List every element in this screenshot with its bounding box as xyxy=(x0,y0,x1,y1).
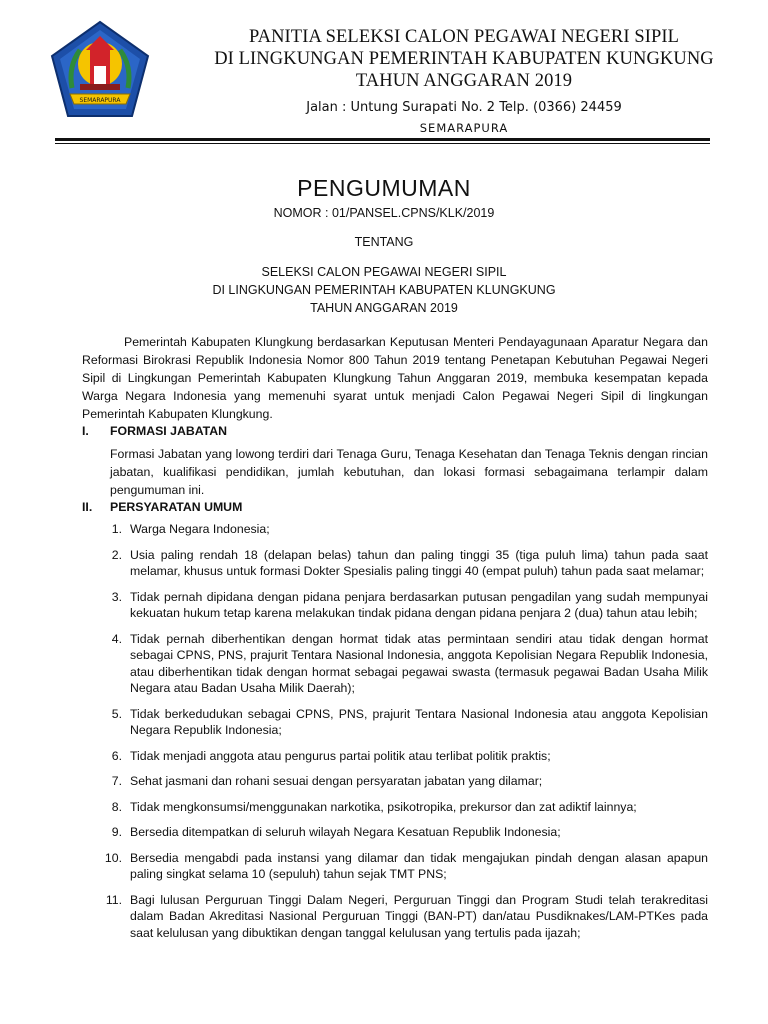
list-item-number: 9. xyxy=(111,825,122,839)
announcement-subject xyxy=(0,263,768,317)
list-item-number: 1. xyxy=(111,522,122,536)
list-item-text: Usia paling rendah 18 (delapan belas) tahun dan paling tinggi 35 (tiga puluh lima) tahun pada saat melamar, khusus untuk formasi Dokter Spesialis paling tinggi 40 (empat puluh) tahun pada saat melamar; xyxy=(130,547,708,578)
list-item-text: Bagi lulusan Perguruan Tinggi Dalam Negeri, Perguruan Tinggi dan Program Studi telah terakreditasi dalam Badan Akreditasi Nasional Perguruan Tinggi (BAN-PT) dan/atau Pusdiknakes/LAM-PTKes pada saat kelulusan yang dibuktikan dengan tanggal kelulusan yang tertulis pada ijazah; xyxy=(130,892,708,940)
section-number: I. xyxy=(82,424,89,438)
list-item xyxy=(82,521,708,538)
letterhead-city: SEMARAPURA xyxy=(419,121,509,135)
list-item-number: 4. xyxy=(111,631,122,646)
list-item-text: Tidak menjadi anggota atau pengurus partai politik atau terlibat politik praktis; xyxy=(130,748,551,763)
letterhead-address: Jalan : Untung Surapati No. 2 Telp. (0366) 24459 xyxy=(306,100,622,115)
list-item-text: Tidak berkedudukan sebagai CPNS, PNS, prajurit Tentara Nasional Indonesia atau anggota Kepolisian Negara Republik Indonesia; xyxy=(130,706,708,737)
section-heading xyxy=(82,422,708,440)
list-item-number: 2. xyxy=(111,547,122,562)
intro-paragraph: Pemerintah Kabupaten Klungkung berdasarkan Keputusan Menteri Pendayagunaan Aparatur Negara dan Reformasi Birokrasi Republik Indonesia Nomor 800 Tahun 2019 tentang Penetapan Kebutuhan Pegawai Negeri Sipil di Lingkungan Pemerintah Kabupaten Klungkung Tahun Anggaran 2019, membuka kesempatan kepada Warga Negara Indonesia yang memenuhi syarat untuk menjadi Calon Pegawai Negeri Sipil di lingkungan Pemerintah Kabupaten Klungkung. xyxy=(82,335,708,421)
list-item xyxy=(82,748,708,765)
regency-emblem-icon xyxy=(50,20,150,120)
announcement-number: NOMOR : 01/PANSEL.CPNS/KLK/2019 xyxy=(273,206,495,220)
list-item-number: 5. xyxy=(111,706,122,721)
list-item-number: 8. xyxy=(111,799,122,814)
list-item-number: 6. xyxy=(111,748,122,763)
list-item-text: Sehat jasmani dan rohani sesuai dengan persyaratan jabatan yang dilamar; xyxy=(130,774,543,788)
section-title: FORMASI JABATAN xyxy=(110,424,228,438)
requirements-list xyxy=(82,521,708,950)
list-item-number: 3. xyxy=(111,589,122,604)
announcement-tentang: TENTANG xyxy=(354,235,414,249)
list-item xyxy=(82,850,708,883)
section-number: II. xyxy=(82,500,93,514)
list-item-text: Warga Negara Indonesia; xyxy=(130,522,270,536)
list-item-text: Tidak pernah diberhentikan dengan hormat tidak atas permintaan sendiri atau tidak dengan hormat sebagai CPNS, PNS, prajurit Tentara Nasional Indonesia, anggota Kepolisian Negara Republik Indonesia, atau diberhentikan tidak dengan hormat sebagai pegawai swasta (termasuk pegawai Badan Usaha Milik Negara atau Badan Usaha Milik Daerah); xyxy=(130,631,708,695)
list-item xyxy=(82,892,708,942)
section-body: Formasi Jabatan yang lowong terdiri dari Tenaga Guru, Tenaga Kesehatan dan Tenaga Teknis dengan rincian jabatan, kualifikasi pendidikan, jumlah kebutuhan, dan lokasi formasi sebagaimana terlampir dalam pengumuman ini. xyxy=(110,447,708,497)
list-item xyxy=(82,773,708,790)
list-item xyxy=(82,799,708,816)
list-item xyxy=(82,824,708,841)
letterhead-divider-thin xyxy=(55,143,710,144)
letterhead xyxy=(0,0,768,140)
list-item-number: 7. xyxy=(111,774,122,788)
list-item-text: Tidak mengkonsumsi/menggunakan narkotika, psikotropika, prekursor dan zat adiktif lainnya; xyxy=(130,799,637,814)
letterhead-divider-thick xyxy=(55,138,710,141)
list-item-text: Tidak pernah dipidana dengan pidana penjara berdasarkan putusan pengadilan yang sudah mempunyai kekuatan hukum tetap karena melakukan tindak pidana dengan pidana penjara 2 (dua) tahun atau lebih; xyxy=(130,589,708,620)
list-item xyxy=(82,631,708,697)
section-persyaratan-umum xyxy=(82,498,708,516)
list-item xyxy=(82,589,708,622)
list-item-text: Bersedia ditempatkan di seluruh wilayah Negara Kesatuan Republik Indonesia; xyxy=(130,825,561,839)
letterhead-line-1: PANITIA SELEKSI CALON PEGAWAI NEGERI SIPIL xyxy=(248,27,680,47)
section-heading xyxy=(82,498,708,516)
section-formasi-jabatan xyxy=(82,422,708,499)
section-title: PERSYARATAN UMUM xyxy=(110,500,243,514)
list-item xyxy=(82,706,708,739)
letterhead-line-3: TAHUN ANGGARAN 2019 xyxy=(355,71,573,91)
list-item xyxy=(82,547,708,580)
letterhead-line-2: DI LINGKUNGAN PEMERINTAH KABUPATEN KUNGKUNG xyxy=(214,49,714,69)
letterhead-text xyxy=(160,26,768,135)
subject-line-2: DI LINGKUNGAN PEMERINTAH KABUPATEN KLUNGKUNG xyxy=(212,283,556,297)
subject-line-3: TAHUN ANGGARAN 2019 xyxy=(310,301,458,315)
announcement-title: PENGUMUMAN xyxy=(297,175,471,201)
list-item-number: 10. xyxy=(104,850,122,865)
emblem-banner-text: SEMARAPURA xyxy=(79,97,121,104)
list-item-text: Bersedia mengabdi pada instansi yang dilamar dan tidak mengajukan pindah dengan alasan apapun paling singkat selama 10 (sepuluh) tahun sejak TMT PNS; xyxy=(130,850,708,881)
list-item-number: 11. xyxy=(105,892,122,907)
subject-line-1: SELEKSI CALON PEGAWAI NEGERI SIPIL xyxy=(261,265,507,279)
